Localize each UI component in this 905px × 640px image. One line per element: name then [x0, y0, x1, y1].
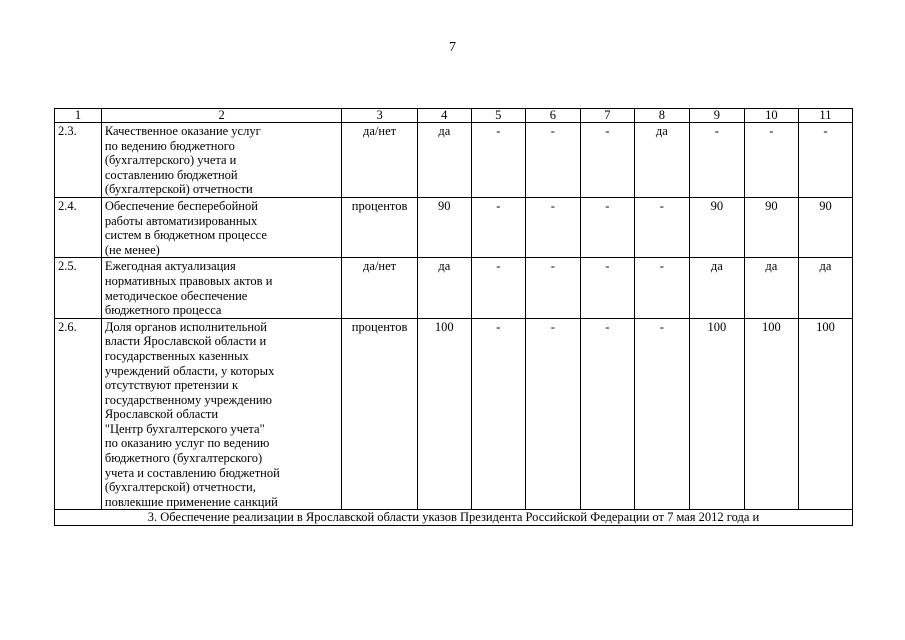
table-row [55, 197, 853, 257]
row-number-cell: 2.5. [55, 258, 102, 318]
table-row [55, 123, 853, 198]
value-cell: - [798, 123, 852, 198]
value-cell: 90 [417, 197, 471, 257]
value-cell: - [471, 197, 525, 257]
value-cell: - [471, 318, 525, 510]
value-cell: - [580, 123, 634, 198]
value-cell: - [525, 258, 580, 318]
indicator-name-line: учета и составлению бюджетной [104, 465, 280, 480]
value-cell: - [525, 123, 580, 198]
unit-cell: процентов [342, 318, 417, 510]
value-cell: 90 [744, 197, 798, 257]
indicator-name-line: учреждений области, у которых [104, 363, 275, 378]
unit-cell: да/нет [342, 123, 417, 198]
section-footer-row [55, 510, 853, 526]
header-row [55, 109, 853, 123]
indicator-name-line: повлекшие применение санкций [104, 494, 278, 509]
indicator-name-line: власти Ярославской области и [104, 334, 267, 349]
indicator-name-cell [101, 197, 342, 257]
indicator-name-cell [101, 123, 342, 198]
page-number: 7 [449, 40, 456, 55]
header-cell: 5 [471, 109, 525, 123]
indicator-name-line: отсутствуют претензии к [104, 378, 239, 393]
indicator-name-line: Ежегодная актуализация [104, 259, 236, 274]
value-cell: - [634, 197, 689, 257]
value-cell: да [744, 258, 798, 318]
row-number-cell: 2.4. [55, 197, 102, 257]
value-cell: да [417, 258, 471, 318]
header-cell: 2 [101, 109, 342, 123]
unit-cell: да/нет [342, 258, 417, 318]
indicator-name-line: систем в бюджетном процессе [104, 228, 267, 243]
indicator-name-line: бюджетного (бухгалтерского) [104, 451, 263, 466]
header-cell: 9 [689, 109, 744, 123]
indicator-name-line: работы автоматизированных [104, 213, 258, 228]
indicator-name-line: нормативных правовых актов и [104, 273, 273, 288]
value-cell: да [634, 123, 689, 198]
indicator-name-line: по оказанию услуг по ведению [104, 436, 270, 451]
indicator-name-line: Обеспечение бесперебойной [104, 198, 258, 213]
value-cell: да [798, 258, 852, 318]
value-cell: - [580, 258, 634, 318]
section-footer-text: 3. Обеспечение реализации в Ярославской области указов Президента Российской Федерации от 7 мая 2012 года и [55, 510, 853, 526]
value-cell: 90 [689, 197, 744, 257]
value-cell: - [525, 318, 580, 510]
header-cell: 6 [525, 109, 580, 123]
indicators-table [54, 108, 853, 526]
value-cell: да [417, 123, 471, 198]
header-cell: 3 [342, 109, 417, 123]
indicator-name-line: методическое обеспечение [104, 288, 248, 303]
row-number-cell: 2.6. [55, 318, 102, 510]
indicator-name-line: бюджетного процесса [104, 303, 222, 318]
indicator-name-line: (не менее) [104, 242, 160, 257]
value-cell: - [634, 258, 689, 318]
header-cell: 1 [55, 109, 102, 123]
row-number-cell: 2.3. [55, 123, 102, 198]
indicator-name-line: (бухгалтерской) отчетности [104, 182, 253, 197]
indicator-name-line: государственному учреждению [104, 392, 272, 407]
header-cell: 10 [744, 109, 798, 123]
indicator-name-line: "Центр бухгалтерского учета" [104, 421, 265, 436]
value-cell: - [525, 197, 580, 257]
value-cell: - [471, 123, 525, 198]
indicator-name-line: Качественное оказание услуг [104, 124, 261, 138]
header-cell: 4 [417, 109, 471, 123]
value-cell: 100 [689, 318, 744, 510]
value-cell: 100 [417, 318, 471, 510]
indicator-name-cell [101, 318, 342, 510]
value-cell: - [580, 197, 634, 257]
indicator-name-line: Доля органов исполнительной [104, 319, 267, 334]
indicator-name-line: составлению бюджетной [104, 167, 238, 182]
value-cell: да [689, 258, 744, 318]
table-row [55, 318, 853, 510]
indicator-name-line: государственных казенных [104, 348, 249, 363]
value-cell: - [471, 258, 525, 318]
header-cell: 11 [798, 109, 852, 123]
indicator-name-line: (бухгалтерского) учета и [104, 153, 237, 168]
value-cell: - [744, 123, 798, 198]
indicator-name-line: Ярославской области [104, 407, 219, 422]
unit-cell: процентов [342, 197, 417, 257]
indicator-name-line: (бухгалтерской) отчетности, [104, 480, 256, 495]
table-row [55, 258, 853, 318]
table-body [55, 109, 853, 510]
value-cell: 90 [798, 197, 852, 257]
value-cell: - [580, 318, 634, 510]
value-cell: 100 [798, 318, 852, 510]
indicator-name-cell [101, 258, 342, 318]
value-cell: 100 [744, 318, 798, 510]
header-cell: 7 [580, 109, 634, 123]
value-cell: - [634, 318, 689, 510]
header-cell: 8 [634, 109, 689, 123]
indicator-name-line: по ведению бюджетного [104, 138, 235, 153]
value-cell: - [689, 123, 744, 198]
